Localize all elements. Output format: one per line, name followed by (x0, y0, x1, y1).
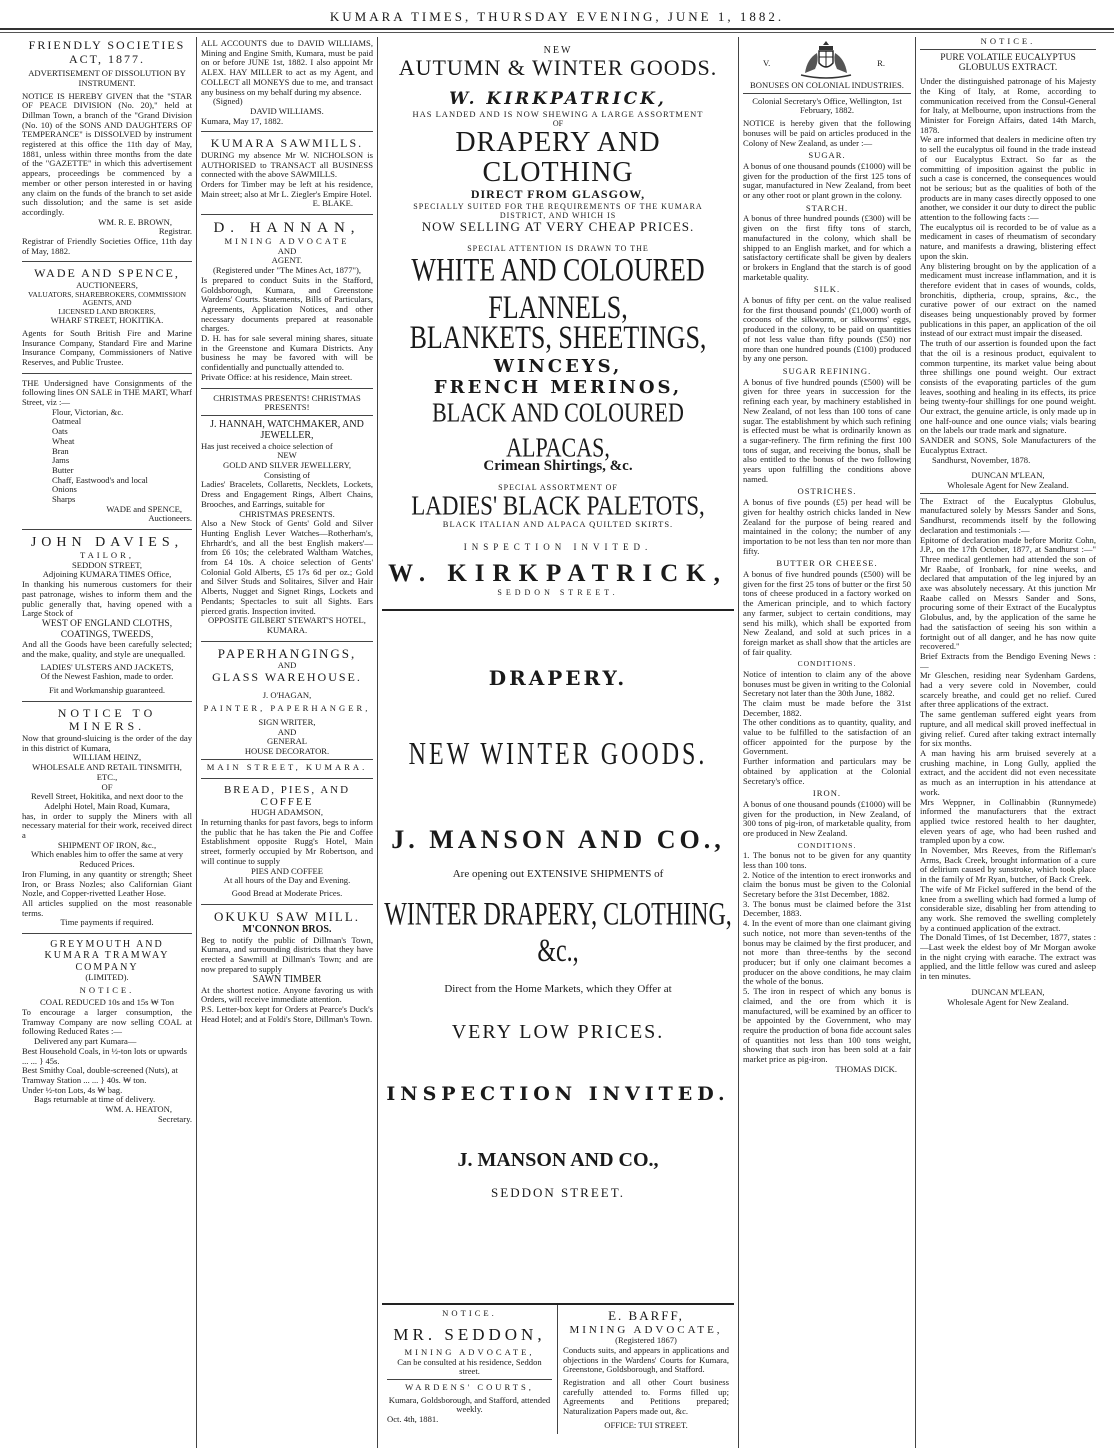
ad-line: OF (552, 119, 564, 129)
ad-line: Crimean Shirtings, &c. (483, 458, 633, 475)
body-text: Beg to notify the public of Dillman's Town, Kumara, and surrounding districts that they have erected a Sawmill at Dillman's Town; and are now prepared to supply (201, 934, 373, 974)
john-davies-ad (22, 533, 192, 699)
address: Revell Street, Hokitika, and next door to the Adelphi Hotel, Main Road, Kumara, (30, 791, 184, 811)
subheading: WARDENS' COURTS, (405, 1382, 534, 1393)
date-line: Sandhurst, November, 1878. (932, 454, 1031, 465)
kirkpatrick-ad (382, 45, 734, 605)
highlight-text: WEST OF ENGLAND CLOTHS, COATINGS, TWEEDS, (41, 618, 173, 640)
ad-headline: AUTUMN & WINTER GOODS. (398, 55, 718, 81)
ad-headline: WHITE AND COLOURED FLANNELS, (411, 251, 705, 326)
signature: WADE and SPENCE, (106, 503, 182, 514)
barff-notice (558, 1305, 734, 1434)
body-text: D. H. has for sale several mining shares, situate in the Greenstone and Kumara Districts. Any business he may be favored with will be confidentially and punctually attended to. (201, 333, 373, 373)
list-item: Oats (52, 426, 68, 437)
subheading: TAILOR, (80, 549, 134, 560)
ad-line: NOW SELLING AT VERY CHEAP PRICES. (421, 218, 695, 234)
signature: WM. R. E. BROWN, (98, 216, 172, 227)
ad-headline: BLANKETS, SHEETINGS, (409, 319, 707, 356)
highlight-text: COAL REDUCED 10s and 15s ₩ Ton (39, 997, 175, 1008)
subheading: MINING ADVOCATE (224, 236, 350, 247)
okuku-saw-mill-ad (201, 908, 373, 1028)
body-text: Consisting of (263, 469, 311, 480)
body-text: Which enables him to offer the same at very Reduced Prices. (30, 849, 184, 870)
ad-headline: FRENCH MERINOS, (433, 376, 683, 398)
heading: MR. SEDDON, (393, 1324, 546, 1344)
seddon-notice (382, 1305, 558, 1434)
tramway-ad (22, 937, 192, 1127)
divider (22, 701, 192, 702)
ad-line: SEDDON STREET. (497, 588, 619, 598)
paragraph: The Extract of the Eucalyptus Globulus, manufactured solely by Messrs Sander and Sons, Sandhurst, recommends itself by the following declaration and testimonials :— (920, 495, 1096, 535)
address-note: Adjoining KUMARA TIMES Office, (42, 569, 172, 580)
heading: WADE AND SPENCE, (34, 266, 180, 281)
manson-ad (382, 667, 734, 1297)
paragraph: The wife of Mr Fickel suffered in the bend of the knee from a swelling which had formed a lump of considerable size, disabling her from attending to any work. She removed the swelling completely by a continued application of the extract. (920, 883, 1096, 933)
body-text: AND (277, 660, 297, 671)
ad-headline: J. MANSON AND CO., (391, 824, 725, 854)
heading: NOTICE TO MINERS. (57, 705, 157, 734)
body-text: Private Office: at his residence, Main street. (201, 371, 353, 382)
divider (201, 388, 373, 389)
signature: THOMAS DICK. (835, 1063, 897, 1074)
column-2 (201, 37, 373, 1448)
paragraph: Mrs Weppner, in Collinabbin (Runnymede) informed the manufacturers that the extract applied twice restored health to her daughter, eleven years of age, who had been rushed and trampled upon by a cow. (920, 796, 1096, 846)
masthead: KUMARA TIMES, THURSDAY EVENING, JUNE 1, 1882. (0, 0, 1114, 30)
ad-line: Direct from the Home Markets, which they Offer at (444, 982, 672, 995)
ad-line: HAS LANDED AND IS NOW SHEWING A LARGE ASSORTMENT (412, 108, 704, 119)
body-text: ALL ACCOUNTS due to DAVID WILLIAMS, Mining and Engine Smith, Kumara, must be paid on or before JUNE 1st, 1882. I also appoint Mr ALEX. HAY MILLER to act as my Agent, and COLLECT all MONEYS due to me, and transact any business on my behalf during my absence. (201, 38, 373, 97)
divider (201, 778, 373, 779)
royal-crest (743, 37, 911, 81)
body-text: OF (101, 781, 113, 792)
ad-headline: WINCEYS, (493, 356, 623, 378)
subheading: (LIMITED). (85, 971, 129, 982)
paragraph: The same gentleman suffered eight years from rupture, and all medical skill proved ineffectual in giving relief. Cured after taking extract internally for six months. (920, 709, 1096, 749)
highlight-text: GOLD AND SILVER JEWELLERY, (223, 459, 351, 470)
body-text: Iron Fluming, in any quantity or strength; Sheet Iron, or Brass Nozles; also Californian Giant Nozle, and Copper-rivetted Leather Hose. (22, 868, 192, 899)
name-line: M'CONNON BROS. (242, 924, 332, 936)
address: WHARF STREET, HOKITIKA. (50, 315, 164, 326)
signature: WM. A. HEATON, (105, 1104, 172, 1115)
section-heading: IRON. (812, 788, 842, 799)
section-text: A bonus of five pounds (£5) per head will be given for healthy ostrich chicks landed in New Zealand for the purpose of being reared and maintained in the colony; the number of any importation to be not less than ten nor more than fifty. (743, 497, 911, 556)
ad-line: INSPECTION INVITED. (463, 541, 653, 552)
ad-headline: DRAPERY. (488, 666, 628, 690)
body-text: Orders for Timber may be left at his residence, Main street; also at Mr L. Ziegler's Empire Hotel. (201, 178, 373, 199)
wade-spence-ad (22, 265, 192, 370)
address: SEDDON STREET, (71, 559, 143, 570)
ad-line: SPECIALLY SUITED FOR THE REQUIREMENTS OF THE KUMARA DISTRICT, AND WHICH IS (413, 201, 703, 220)
body-text: Of the Newest Fashion, made to order. (40, 671, 174, 682)
david-williams-notice (201, 37, 373, 129)
section-text: A bonus of fifty per cent. on the value realised for the first thousand pounds' (£1,000) worth of cocoons of the silkworm, or silkworms' eggs, produced in the colony, to be paid on quantities of not less value than fifty pounds (£50) nor more than one hundred pounds (£100) produced by any one person. (743, 295, 911, 364)
divider (201, 759, 373, 760)
divider (201, 904, 373, 905)
heading: GLASS WAREHOUSE. (212, 670, 362, 685)
section-heading: SUGAR. (808, 150, 846, 161)
paragraph: The Donald Times, of 1st December, 1877, states :—Last week the eldest boy of Mr Morgan awoke in the night crying with earache. The extract was applied, and the little fellow was cured and asleep in ten minutes. (920, 932, 1096, 982)
divider (201, 131, 373, 132)
heading: FRIENDLY SOCIETIES ACT, 1877. (28, 38, 186, 66)
rate-line: Best Household Coals, in ½-ton lots or upwards ... ... } 45s. (22, 1045, 187, 1066)
trade-line: SIGN WRITER, (258, 716, 316, 727)
divider (22, 933, 192, 934)
section-text: A bonus of five hundred pounds (£500) will be given for the first 25 tons of butter or the first 50 tons of cheese produced in a factory worked on the American principle, and to which factory any farmer, subject to certain conditions, may send his milk), which shall be exported from New Zealand, and sold at such prices in a foreign market as shall show that the articles are of fair quality. (743, 569, 911, 657)
body-text: To encourage a larger consumption, the Tramway Company are now selling COAL at following Reduced Rates :— (22, 1007, 192, 1037)
highlight-text: SHIPMENT OF IRON, &c., (57, 839, 157, 850)
column-rule (377, 37, 378, 1448)
section-text: Notice of intention to claim any of the above bonuses must be given in writing to the Colonial Secretary not later than the 30th June, 1882. The claim must be made before the 31st December, 1882. The other conditions as to quantity, quality, and value to be fulfilled to the satisfaction of an officer appointed for the purpose by the Government. Further information and particulars may be obtained by application at the Colonial Secretary's office. (743, 668, 911, 786)
divider (743, 93, 911, 94)
body-text: In thanking his numerous customers for their past patronage, wishes to inform them and the public generally that, having opened with a Large Stock of (22, 579, 192, 619)
divider (201, 415, 373, 416)
section-text: A bonus of five hundred pounds (£500) will be given for three years in succession for the refining each year, by machinery established in New Zealand, of not less than 100 tons of cane sugar. The establishment by which such refining is effected must be what is ordinarily known as a sugar-refinery. The firm refining the first 100 tons of sugar, and receiving the bonus, shall be also entitled to the bonus of the two following years upon fulfilling the conditions above named. (743, 376, 911, 484)
ad-headline: J. MANSON AND CO., (457, 1149, 659, 1172)
body-text: P.S. Letter-box kept for Orders at Pearce's Duck's Head Hotel; and at Foldi's Store, Dillman's Town. (201, 1004, 373, 1024)
column-rule (915, 37, 916, 1448)
notice-heading: NOTICE. (442, 1308, 497, 1318)
subheading: AGENT. (271, 255, 303, 266)
column-rule (196, 37, 197, 1448)
ad-line: SPECIAL ATTENTION IS DRAWN TO THE (467, 244, 649, 254)
body-text: Has just received a choice selection of (201, 440, 333, 451)
divider (201, 214, 373, 215)
section-heading: OSTRICHES. (797, 486, 857, 497)
body-text: has, in order to supply the Miners with all necessary material for their work, received direct a (22, 810, 192, 841)
paragraph: SANDER and SONS, Sole Manufacturers of the Eucalyptus Extract. (920, 435, 1096, 455)
section-text: A bonus of one thousand pounds (£1000) will be given for the production of the first 125 tons of sugar, manufactured in New Zealand, from beet or any other root or plant grown in the colony. (743, 160, 911, 201)
crest-letter: V. (763, 58, 771, 68)
body-text: At all hours of the Day and Evening. (223, 875, 351, 886)
trade-line: PAINTER, PAPERHANGER, (203, 703, 371, 714)
kumara-sawmills-ad (201, 135, 373, 212)
registration-note: (Registered under "The Mines Act, 1877"), (212, 265, 362, 276)
ad-line: BLACK ITALIAN AND ALPACA QUILTED SKIRTS. (442, 519, 674, 530)
heading: OKUKU SAW MILL. (213, 908, 361, 924)
trade-line: HOUSE DECORATOR. (244, 746, 330, 757)
highlight-text: LADIES' ULSTERS AND JACKETS, (40, 661, 174, 672)
signature: DUNCAN M'LEAN, (971, 470, 1045, 481)
heading: D. HANNAN, (213, 220, 361, 237)
subheading: MINING ADVOCATE, (569, 1323, 723, 1336)
ad-line: DIRECT FROM GLASGOW, (470, 187, 646, 202)
ad-headline: NEW WINTER GOODS. (408, 737, 708, 772)
heading: BREAD, PIES, AND COFFEE (223, 783, 351, 808)
body-text: Good Bread at Moderate Prices. (231, 887, 343, 898)
body-text: Time payments if required. (60, 917, 154, 928)
heading: E. BARFF, (608, 1308, 684, 1323)
paperhangings-ad (201, 645, 373, 776)
ad-line: NEW (543, 45, 573, 56)
section-heading: CONDITIONS. (797, 659, 857, 669)
list-item: Bran (52, 445, 69, 456)
heading: CHRISTMAS PRESENTS! CHRISTMAS PRESENTS! (213, 392, 361, 413)
d-hannan-ad (201, 218, 373, 385)
section-text: 1. The bonus not to be given for any quantity less than 100 tons. 2. Notice of the intention to erect ironworks and claim the bonus must be given to the Colonial Secretary before the 31st December, 1882. 3. The bonus must be claimed before the 31st December, 1883. 4. In the event of more than one claimant giving such notice, not more than seven-tenths of the bonus may be claimed by the first producer, and not more than three-tenths by the second producer; but if only one claimant becomes a producer on the above conditions, he may claim the whole of the bonus. 5. The iron in respect of which any bonus is claimed, and the ore from which it is manufactured, will be examined by an officer to be appointed by the Government, who may require the production of bona fide account sales of quantities not less than 100 tons weight, showing that such iron has been sold at a fair market price as pig-iron. (743, 850, 911, 1065)
name-line: HUGH ADAMSON, (250, 807, 324, 818)
divider (201, 641, 373, 642)
list-item: Flour, Victorian, &c. (52, 406, 124, 417)
section-heading: SILK. (813, 284, 841, 295)
signature-role: Secretary. (157, 1113, 192, 1124)
paragraph: Epitome of declaration made before Moritz Cohn, J.P., on the 17th October, 1877, at Sandhurst :—" Three medical gentlemen had attended the son of Mr Raabe, of Ironbark, for nine weeks, and declared that amputation of the leg injured by an axe was absolutely necessary. At this junction Mr Raabe called on Messrs Sander and Sons, procuring some of their Extract of the Eucalyptus Globulus, and, by the application of the same he had the satisfaction of seeing his son within a fortnight out of all danger, and he has now quite recovered." (920, 534, 1096, 652)
body-text: And all the Goods have been carefully selected; and the make, quality, and style are unequalled. (22, 639, 192, 660)
body-text: Registration and all other Court business carefully attended to. Forms filled up; Agreements and Petitions prepared; Naturalization Papers made out, &c. (563, 1376, 729, 1417)
heading: JOHN DAVIES, (30, 535, 184, 551)
paragraph: The eucalyptus oil is recorded to be of value as a medicament in cases of rheumatism of secondary nature, and manifests a drawing, blistering effect upon the skin. (920, 221, 1096, 261)
subheading: AUCTIONEERS, (76, 280, 138, 290)
notice-heading: NOTICE. (79, 984, 135, 995)
subheading: MINING ADVOCATE, (404, 1346, 535, 1357)
body-text: Kumara, Goldsborough, and Stafford, attended weekly. (388, 1394, 551, 1415)
office-line: Registrar of Friendly Societies Office, 11th day of May, 1882. (22, 236, 192, 256)
divider (387, 1379, 552, 1380)
column-1 (22, 37, 192, 1448)
notice-heading: NOTICE. (980, 37, 1036, 46)
body-text: Fit and Workmanship guaranteed. (48, 685, 166, 696)
body-text: Also a New Stock of Gents' Gold and Silver Hunting English Lever Watches—Rotherham's, Ehrhardt's, and all the best English makers'—from £6 10s; the celebrated Waltham Watches, from £4 10s. A choice selection of Gents' Colonial Gold Alberts, £5 17s 6d per oz.; Gold and Silver Studs and Solitaires, Silver and Hair Alberts, Nugget and Signet Rings, Lockets and Pendants; Spectacles to suit all Sights. Ears pierced gratis. Inspection invited. (201, 518, 373, 616)
signature-role: Wholesale Agent for New Zealand. (947, 480, 1069, 490)
ad-line: Are opening out EXTENSIVE SHIPMENTS of (452, 868, 664, 881)
body-text: Can be consulted at his residence, Seddon street. (397, 1356, 542, 1377)
divider (382, 609, 734, 611)
address: MAIN STREET, KUMARA. (206, 761, 368, 772)
body-text: At the shortest notice. Anyone favoring us with Orders, will receive immediate attention. (201, 984, 373, 1005)
paragraph: We are informed that dealers in medicine often try to sell the eucalyptus oil found in the trade instead of our Eucalyptus Extract. So far as the committing of imposition against the public in such a case is concerned, the consequences would not be serious; but as the qualities of both of the products are in many cases directly opposed to one another, we consider it our duty to direct the public attention to the following facts :— (920, 134, 1096, 223)
highlight-text: PIES AND COFFEE (250, 865, 324, 876)
body-text: Is prepared to conduct Suits in the Stafford, Goldsborough, Kumara, and Greenstone Wardens' Courts. Statements, Bills of Particulars, Agreements, Application Notices, and other necessary documents prepared at reasonable charges. (201, 274, 373, 334)
section-heading: CONDITIONS. (797, 840, 857, 850)
heading: KUMARA SAWMILLS. (210, 136, 364, 151)
heading: J. HANNAH, WATCHMAKER, AND JEWELLER, (210, 418, 364, 442)
ad-headline: W. KIRKPATRICK, (449, 89, 667, 110)
trade-line: WHOLESALE AND RETAIL TINSMITH, ETC., (32, 762, 182, 782)
heading: GREYMOUTH AND KUMARA TRAMWAY COMPANY (44, 939, 170, 973)
ad-line: SPECIAL ASSORTMENT OF (498, 483, 618, 493)
ad-headline: DRAPERY AND CLOTHING (455, 127, 661, 189)
subheading: ADVERTISEMENT OF DISSOLUTION BY INSTRUMENT. (28, 68, 186, 88)
heading: PURE VOLATILE EUCALYPTUS GLOBULUS EXTRACT. (940, 52, 1076, 74)
body-text: NOTICE is hereby given that the following bonuses will be paid on articles produced in the Colony of New Zealand, as under :— (743, 118, 911, 148)
heading: BONUSES ON COLONIAL INDUSTRIES. (750, 80, 904, 90)
list-item: Wheat (52, 435, 75, 446)
name-line: J. O'HAGAN, (262, 689, 312, 700)
name-line: WILLIAM HEINZ, (72, 752, 142, 763)
divider (920, 49, 1096, 50)
list-item: Oatmeal (52, 416, 82, 427)
rate-line: Under ½-ton Lots, 4s ₩ bag. (22, 1084, 123, 1095)
subheading: LICENSED LAND BROKERS, (58, 306, 156, 316)
body-text: NEW (277, 450, 297, 461)
bread-pies-ad (201, 782, 373, 902)
divider (22, 261, 192, 262)
friendly-societies-notice (22, 37, 192, 259)
heading: PAPERHANGINGS, (217, 645, 357, 661)
office-line: Colonial Secretary's Office, Wellington, 1st February, 1882. (752, 95, 902, 116)
goods-list (22, 408, 192, 505)
date-line: Kumara, May 17, 1882. (201, 115, 284, 126)
rate-line: Bags returnable at time of delivery. (34, 1094, 156, 1105)
body-text: (Signed) (213, 96, 243, 107)
rate-line: Best Smithy Coal, double-screened (Nuts), at Tramway Station ... ... } 40s. ₩ ton. (22, 1065, 178, 1085)
paragraph: A man having his arm bruised severely at a crushing machine, in Long Gully, applied the extract, and the accident did not even necessitate as much as an interruption in his attendance at work. (920, 747, 1096, 797)
paragraph: Mr Gleschen, residing near Sydenham Gardens, had a very severe cold in November, could scarcely breathe, and could get no relief. Cured after three applications of the extract. (920, 670, 1096, 710)
signature: DUNCAN M'LEAN, (971, 986, 1045, 997)
paragraph: Any blistering brought on by the application of a medicament must increase inflammation, and it is therefore evident that in cases of wounds, colds, bronchitis, diptheria, croup, sprains, &c., the curative power of our extract on the named diseases being unquestionably proved by former publications in this paper, an application of the oil instead of our extract must impair the diseased. (920, 260, 1096, 339)
divider (22, 373, 192, 374)
body-text: NOTICE IS HEREBY GIVEN that the "STAR OF PEACE DIVISION (No. 20)," held at Dillman Town, a branch of the "Grand Division (No. 10) of the SONS AND DAUGHTERS OF TEMPERANCE" is DISSOLVED by instrument registered at this office the 11th day of May, 1881, unless within three months from the date of the "GAZETTE" in which this advertisement appears, proceedings be commenced by a member or other person interested in or having any claim on the funds of the branch to set aside such dissolution; and the same is set aside accordingly. (22, 90, 192, 217)
section-text: A bonus of one thousand pounds (£1000) will be given for the production, in New Zealand, of 300 tons of pig-iron, of marketable quality, from ore produced in New Zealand. (743, 798, 911, 839)
paragraph: Under the distinguished patronage of his Majesty the King of Italy, at Rome, according to communication received from the Consul-General for Italy, at Melbourne, upon instructions from the Minister for Foreign Affairs, dated 14th March, 1878. (920, 76, 1096, 135)
ad-headline: LADIES' BLACK PALETOTS, (411, 490, 705, 521)
signature: E. BLAKE. (312, 198, 353, 209)
subheading: VALUATORS, SHAREBROKERS, COMMISSION AGENTS, AND (27, 289, 187, 308)
paragraph: In November, Mrs Reeves, from the Rifleman's Arms, Back Creek, brought information of a cure of delirium caused by sunstroke, which took place in the family of Mr Ryan, butcher, of Back Creek. (920, 845, 1096, 885)
ad-headline: BLACK AND COLOURED ALPACAS, (432, 396, 684, 463)
column-4 (743, 37, 911, 1448)
registration-note: (Registered 1867) (615, 1335, 677, 1346)
body-text: Delivered any part Kumara— (34, 1036, 137, 1047)
crest-letter: R. (877, 58, 885, 68)
signature-role: Wholesale Agent for New Zealand. (947, 996, 1069, 1007)
column-rule (738, 37, 739, 1448)
coat-of-arms-icon (791, 37, 861, 79)
list-item: Jams (52, 455, 70, 466)
body-text: Agents for South British Fire and Marine Insurance Company, Standard Fire and Marine Insurance Company, Commissioners of Native Reserves, and Public Trustee. (22, 327, 192, 367)
ad-headline: W. KIRKPATRICK, (388, 559, 728, 587)
list-item: Chaff, Eastwood's and local (52, 474, 148, 485)
intro-text: THE Undersigned have Consignments of the following lines ON SALE in THE MART, Wharf Street, viz :— (22, 377, 192, 408)
consignments-ad (22, 377, 192, 528)
divider (22, 529, 192, 530)
section-heading: SUGAR REFINING. (782, 365, 872, 376)
address: OPPOSITE GILBERT STEWART'S HOTEL, KUMARA. (208, 615, 366, 635)
column-5 (920, 37, 1096, 1448)
section-heading: STARCH. (805, 202, 849, 213)
section-heading: BUTTER OR CHEESE. (776, 558, 878, 569)
ad-headline: INSPECTION INVITED. (386, 1082, 730, 1105)
body-text: Conducts suits, and appears in applications and objections in the Wardens' Courts for Kumara, Greenstone, Goldsborough, and Stafford. (563, 1344, 729, 1375)
trade-line: GENERAL (266, 736, 308, 747)
signature-role: Registrar. (158, 226, 192, 237)
body-text: DURING my absence Mr W. NICHOLSON is AUTHORISED to TRANSACT all BUSINESS connected with the above SAWMILLS. (201, 149, 373, 180)
body-text: All articles supplied on the most reasonable terms. (22, 897, 192, 918)
body-text: In returning thanks for past favors, begs to inform the public that he has taken the Pie and Coffee Establishment opposite Rugg's Hotel, Main street, formerly occupied by Mr Robertson, and will continue to supply (201, 817, 373, 866)
ad-headline: VERY LOW PRICES. (451, 1021, 665, 1044)
ad-line: SEDDON STREET. (491, 1184, 625, 1200)
divider (920, 493, 1096, 494)
body-text: Ladies' Bracelets, Collaretts, Necklets, Lockets, Dress and Engagement Rings, Albert Chains, Brooches, and Earrings, suitable for (201, 479, 373, 509)
subheading: AND (277, 245, 297, 256)
bottom-notices (382, 1305, 734, 1434)
notice-to-miners-ad (22, 705, 192, 931)
paragraph: The truth of our assertion is founded upon the fact that the oil is a resinous product, equivalent to common turpentine, its market value being about three shillings one pound weight. Our extract consists of the evaporating particles of the gum leaves, soothing and healing in its effects, its price being twenty-four shillings for one pound weight. Our extract, the genuine article, is only made up in one half-ounce and one ounce vials; vials bearing on the labels our trade mark and signature. (920, 338, 1096, 436)
signature: DAVID WILLIAMS. (250, 105, 324, 116)
body-text: Now that ground-sluicing is the order of the day in this district of Kumara, (22, 732, 192, 753)
column-3 (382, 37, 734, 1448)
ad-headline: WINTER DRAPERY, CLOTHING, &c., (384, 897, 732, 969)
list-item: Butter (52, 464, 74, 475)
list-item: Sharps (52, 494, 76, 505)
address: OFFICE: TUI STREET. (604, 1419, 688, 1430)
paragraph: Brief Extracts from the Bendigo Evening News :— (920, 650, 1096, 671)
list-item: Onions (52, 484, 77, 495)
highlight-text: SAWN TIMBER (252, 974, 322, 986)
date-line: Oct. 4th, 1881. (387, 1414, 439, 1425)
signature-role: Auctioneers. (148, 513, 192, 524)
section-text: A bonus of three hundred pounds (£300) will be given on the first fifty tons of starch, manufactured in the colony, which shall be shipped to an English market, and for which a satisfactory certificate shall be given by dealers or brokers in England that the starch is of good marketable quality. (743, 213, 911, 282)
body-text: AND (277, 726, 297, 737)
j-hannah-ad (201, 392, 373, 639)
highlight-text: CHRISTMAS PRESENTS. (239, 508, 335, 519)
